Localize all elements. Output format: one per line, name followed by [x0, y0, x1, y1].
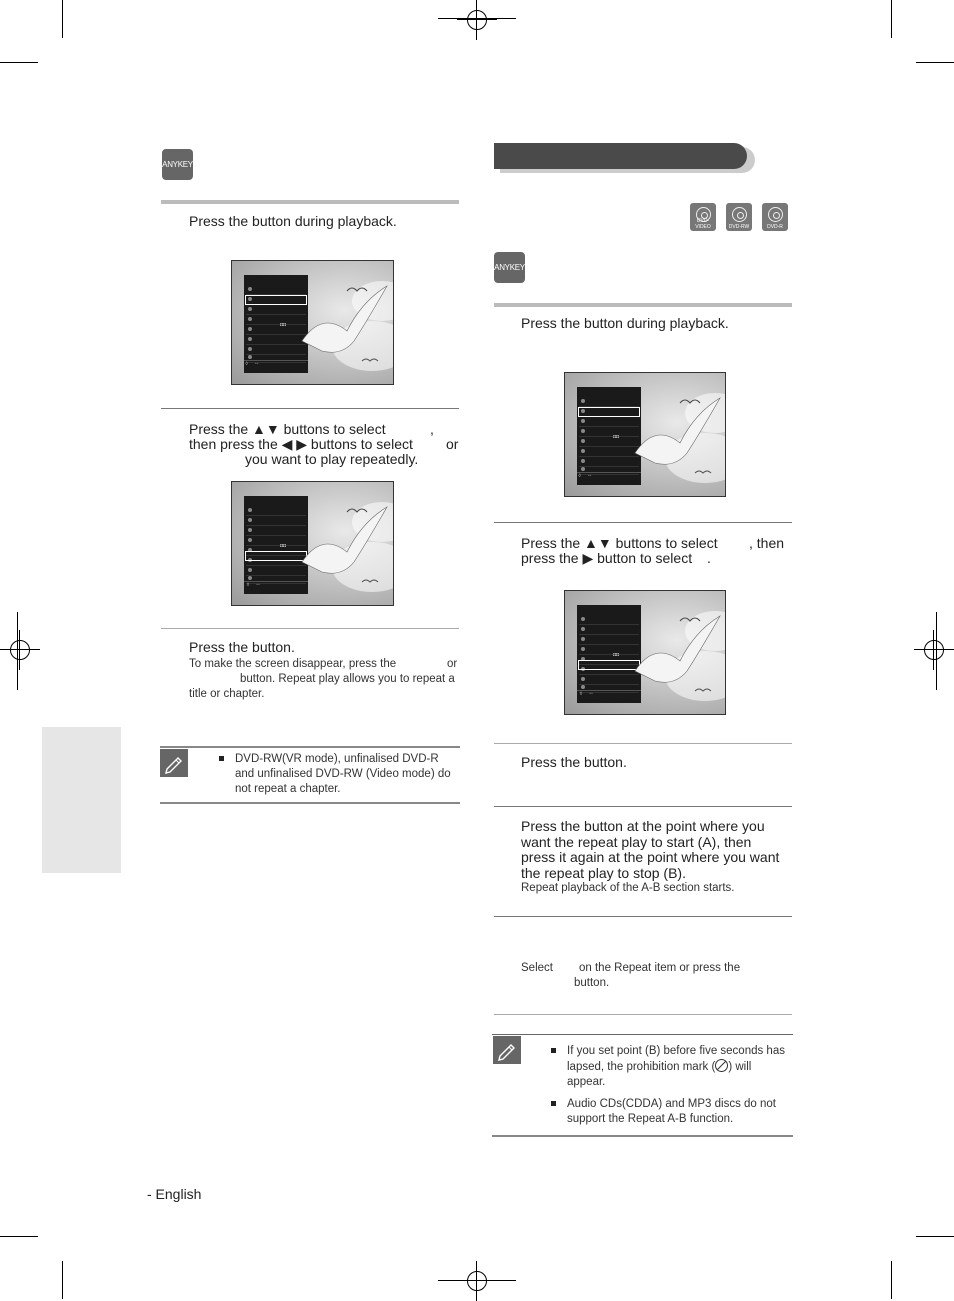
crop-mark	[936, 612, 937, 690]
step-3-text: Press the button.	[189, 639, 295, 655]
note-rule	[492, 1034, 793, 1035]
step-3-detail-or: or	[447, 658, 458, 670]
right-step-4-detail: Repeat playback of the A-B section starts.	[521, 882, 735, 894]
note-rule	[160, 746, 460, 748]
step-3-detail-2: button. Repeat play allows you to repeat a	[240, 673, 455, 685]
crop-mark	[916, 62, 954, 63]
sidebar-tab	[42, 727, 121, 873]
seagull-image	[625, 393, 725, 493]
seagull-image	[625, 611, 725, 711]
note-bullet	[219, 756, 224, 761]
seagull-image	[292, 281, 392, 381]
page-footer-language: - English	[147, 1186, 202, 1202]
cancel-button-text: button.	[574, 977, 610, 989]
seagull-image	[292, 502, 392, 602]
crop-mark	[0, 62, 38, 63]
step-2-line-1: Press the ▲▼ buttons to select	[189, 421, 386, 437]
osd-menu: ◘◘ ◊ ◦◦	[577, 605, 641, 703]
note-bullet	[551, 1101, 556, 1106]
prohibition-icon	[715, 1059, 728, 1072]
note-text: DVD-RW(VR mode), unfinalised DVD-R and unfinalised DVD-RW (Video mode) do not repeat a chapter.	[235, 753, 451, 795]
crop-mark	[62, 1261, 63, 1299]
cancel-select: Select	[521, 962, 553, 974]
registration-mark	[914, 630, 954, 670]
note-rule	[492, 1135, 793, 1137]
crop-mark	[0, 1236, 38, 1237]
section-rule	[494, 743, 792, 744]
crop-mark	[17, 612, 18, 690]
crop-mark	[891, 1261, 892, 1299]
crop-mark	[891, 0, 892, 38]
disc-icon-dvd-r: DVD-R	[762, 203, 788, 231]
step-3-detail-1: To make the screen disappear, press the	[189, 658, 397, 670]
osd-screen-3	[564, 372, 726, 497]
section-rule	[494, 916, 792, 917]
registration-mark	[457, 1261, 497, 1301]
right-step-1-text: Press the button during playback.	[521, 315, 729, 331]
right-step-2-line-2: press the ▶ button to select	[521, 550, 693, 566]
section-rule	[161, 628, 459, 629]
step-2-line-3: you want to play repeatedly.	[245, 451, 419, 467]
step-2-comma: ,	[430, 421, 434, 437]
crop-mark	[62, 0, 63, 38]
note-1-end: ) will appear.	[567, 1061, 752, 1088]
section-rule	[494, 1014, 792, 1015]
osd-screen-1	[231, 260, 394, 385]
crop-mark	[916, 1236, 954, 1237]
step-2-or: or	[446, 436, 459, 452]
right-step-2-then: , then	[749, 535, 785, 551]
osd-menu: ◘◘ ◊ ◦◦	[244, 496, 308, 594]
section-rule	[161, 200, 459, 204]
right-step-2-line-1: Press the ▲▼ buttons to select	[521, 535, 718, 551]
anykey-badge: ANYKEY	[494, 252, 525, 283]
right-step-4-text: Press the button at the point where you want the repeat play to start (A), then press it again at the point where you want the repeat play to stop (B).	[521, 818, 780, 881]
crop-mark	[438, 1280, 516, 1281]
disc-icon-dvd-video: DVD-VIDEO	[690, 203, 716, 231]
disc-icon-dvd-rw: DVD-RW	[726, 203, 752, 231]
note-rule	[160, 802, 460, 804]
section-rule	[494, 522, 792, 523]
osd-menu: ◘◘ ◊ ◦◦	[244, 275, 308, 373]
registration-mark	[457, 0, 497, 40]
osd-screen-4	[564, 590, 726, 715]
cancel-rest: on the Repeat item or press the	[579, 962, 741, 974]
right-step-3-text: Press the button.	[521, 754, 627, 770]
step-1-text: Press the button during playback.	[189, 213, 397, 229]
step-2-line-2: then press the ◀ ▶ buttons to select	[189, 436, 413, 452]
note-1-text	[567, 1044, 789, 1090]
section-header-bar	[494, 143, 747, 169]
section-rule	[161, 408, 459, 409]
pencil-note-icon	[493, 1036, 521, 1064]
pencil-note-icon	[160, 749, 188, 777]
section-rule	[494, 806, 792, 807]
osd-menu: ◘◘ ◊ ◦◦	[577, 387, 641, 485]
step-3-detail-3: title or chapter.	[189, 688, 265, 700]
note-2-text: Audio CDs(CDDA) and MP3 discs do not support the Repeat A-B function.	[567, 1098, 776, 1125]
section-rule	[494, 303, 792, 307]
anykey-badge: ANYKEY	[162, 149, 193, 180]
osd-screen-2	[231, 481, 394, 606]
registration-mark	[0, 630, 40, 670]
right-step-2-dot: .	[707, 550, 711, 566]
note-bullet	[551, 1048, 556, 1053]
note-1-start: If you set point (B) before five seconds has lapsed, the prohibition mark (	[567, 1045, 785, 1073]
crop-mark	[438, 18, 516, 19]
